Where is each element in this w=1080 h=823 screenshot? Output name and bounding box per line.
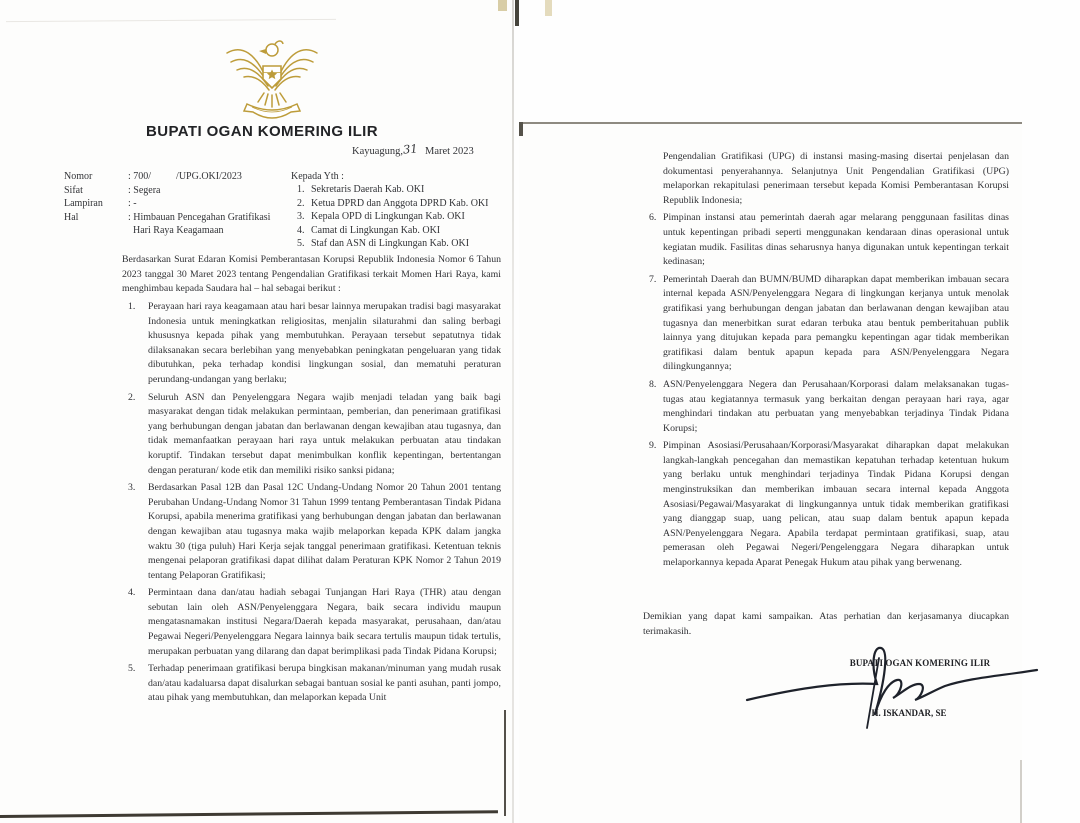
list-item: 8. ASN/Penyelenggara Negera dan Perusahaan/Korporasi dalam melaksanakan tugas-tugas atau kegiatannya termasuk yang berkaitan dengan perayaan hari raya, agar menghindari tindakan atu perbuatan yang menyebabkan terjadinya Tindak Pidana Korupsi; (649, 378, 1009, 434)
meta-value: : Segera (128, 184, 161, 196)
list-item: 2. Seluruh ASN dan Penyelenggara Negara wajib menjadi teladan yang baik bagi masyarakat dengan tidak melakukan permintaan, pemberian, dan penerimaan gratifikasi yang berhubungan dengan jabatan dan berlawanan dengan kewajiban atau tugasnya, dan tidak memanfaatkan perayaan hari raya untuk melakukan perbuatan atau tindakan koruptif. Tindakan tersebut dapat menimbulkan konflik kepentingan, bertentangan dengan peraturan/ kode etik dan memiliki risiko sanksi pidana; (128, 391, 501, 476)
meta-row-hal-line2 (64, 224, 270, 238)
meta-value: : - (128, 198, 137, 210)
list-item: 9. Pimpinan Asosiasi/Perusahaan/Korporasi/Masyarakat diharapkan dapat melakukan langkah-langkah pencegahan dan memastikan kepatuhan terhadap ketentuan hukum yang berlaku untuk menghindari terjadinya Tindak Pidana Korupsi dengan menginstruksikan dan memberikan imbauan secara internal kepada Anggota Asosiasi/Pegawai/Masyarakat di lingkungannya untuk tidak memberikan gratifikasi yang dianggap suap, uang pelican, atau suap dalam bentuk apapun kepada ASN/Penyelenggara Negara. Apabila terdapat permintaan gratifikasi, suap, atau pemerasan oleh Pegawai Negeri/Pengelenggara Negara diharapkan untuk melaporkannya kepada Aparat Penegak Hukum atau pihak yang berwenang. (649, 440, 1009, 569)
meta-row-nomor (64, 170, 270, 184)
recipient-item: 5. Staf dan ASN di Lingkungan Kab. OKI (297, 238, 470, 250)
meta-value: : 700/ /UPG.OKI/2023 (128, 171, 242, 182)
list-item: 1. Perayaan hari raya keagamaan atau hari besar lainnya merupakan tradisi bagi masyarakat Indonesia untuk meningkatkan religiositas, menjalin silaturahmi dan saling berbagi khususnya kepada pihak yang membutuhkan. Perayaan tersebut sepatutnya tidak dilaksanakan secara berlebihan yang menyebabkan peningkatan pengeluaran yang tidak dibutuhkan, peka terhadap kondisi lingkungan sosial, dan mematuhi peraturan perundang-undangan yang berlaku; (128, 301, 501, 385)
handwritten-signature-icon (739, 636, 1049, 746)
signature-name: H. ISKANDAR, SE (871, 708, 947, 718)
numbered-items-page-1 (122, 300, 501, 709)
date-month-year: Maret 2023 (425, 146, 474, 157)
scan-artifact (498, 0, 507, 11)
meta-row-hal (64, 211, 270, 225)
meta-label: Lampiran (64, 198, 103, 210)
date-day-handwritten: 31 (402, 141, 419, 157)
meta-row-sifat (64, 184, 270, 198)
list-item: 5. Terhadap penerimaan gratifikasi berupa bingkisan makanan/minuman yang mudah rusak dan/atau kadaluarsa dapat disalurkan sebagai bantuan sosial ke panti asuhan, panti jompo, atau pihak yang membutuhkan, dan melaporkan kepada Unit (128, 663, 501, 704)
page-divider-shadow (512, 0, 514, 823)
meta-row-lampiran (64, 197, 270, 211)
letterhead-title: BUPATI OGAN KOMERING ILIR (146, 123, 378, 140)
meta-value-continued: Hari Raya Keagamaan (133, 225, 224, 237)
garuda-pancasila-emblem-icon (222, 36, 322, 122)
letter-meta-block (64, 170, 270, 238)
scan-artifact (545, 0, 552, 16)
recipient-item: 3. Kepala OPD di Lingkungan Kab. OKI (297, 211, 465, 223)
letter-page-2 (519, 122, 1022, 823)
meta-label: Hal (64, 211, 79, 223)
meta-label: Sifat (64, 184, 83, 196)
letter-page-1 (0, 0, 512, 823)
scan-artifact (515, 0, 519, 26)
item-5-continuation: Pengendalian Gratifikasi (UPG) di instansi masing-masing disertai penjelasan dan dokumentasi penyerahannya. Selanjutnya Unit Pengendalian Gratifikasi (UPG) melaporkan rekapitulasi penerimaan tersebut kepada Komisi Pemberantasan Korupsi Republik Indonesia; (663, 151, 1009, 206)
meta-value: : Himbauan Pencegahan Gratifikasi (128, 211, 271, 223)
recipient-item: 1. Sekretaris Daerah Kab. OKI (297, 184, 425, 196)
recipient-item: 2. Ketua DPRD dan Anggota DPRD Kab. OKI (297, 197, 489, 209)
closing-paragraph: Demikian yang dapat kami sampaikan. Atas perhatian dan kerjasamanya diucapkan terimakasih. (643, 611, 1009, 637)
date-place: Kayuagung, (352, 146, 404, 157)
list-item: 6. Pimpinan instansi atau pemerintah daerah agar melarang penggunaan fasilitas dinas untuk kepentingan pribadi seperti menggunakan kendaraan dinas operasional untuk kegiatan mudik. Fasilitas dinas seharusnya hanya digunakan untuk kepentingan terkait kedinasan; (649, 212, 1009, 268)
meta-label: Nomor (64, 171, 93, 182)
scan-artifact (1020, 760, 1022, 823)
numbered-items-page-2 (643, 150, 1009, 574)
recipient-item: 4. Camat di Lingkungan Kab. OKI (297, 224, 441, 236)
scan-artifact (504, 710, 506, 816)
recipients-heading: Kepada Yth : (291, 171, 344, 182)
list-item: 3. Berdasarkan Pasal 12B dan Pasal 12C Undang-Undang Nomor 20 Tahun 2001 tentang Perubahan Undang-Undang Nomor 31 Tahun 1999 tentang Pemberantasan Tindak Pidana Korupsi, apabila menerima gratifikasi yang berhubungan dengan jabatan dan berlawanan dengan kewajiban atau tugasnya maka wajib melaporkan kepada KPK dalam jangka waktu 30 (tiga puluh) Hari Kerja sejak tanggal penerimaan gratifikasi. Ketentuan teknis mengenai pelaporan gratifikasi dapat dilihat dalam Peraturan KPK Nomor 2 Tahun 2019 tentang Pelaporan Gratifikasi; (128, 482, 501, 581)
intro-paragraph: Berdasarkan Surat Edaran Komisi Pemberantasan Korupsi Republik Indonesia Nomor 6 Tahun 2023 tanggal 30 Maret 2023 tentang Pengendalian Gratifikasi terkait Momen Hari Raya, kami menghimbau kepada Saudara hal – hal sebagai berikut : (122, 254, 501, 295)
list-item: 7. Pemerintah Daerah dan BUMN/BUMD diharapkan dapat memberikan imbauan secara internal kepada ASN/Penyelenggara Negara di lingkungan kerjanya untuk menolak gratifikasi yang berhubungan dengan jabatan dan berlawanan dengan kewajiban atau tugasnya dan menerbitkan surat edaran terbuka atau bentuk pemberitahuan publik lainnya yang ditujukan kepada para pemangku kepentingan agar tidak memberikan gratifikasi dalam bentuk apapun kepada para ASN/Penyelenggara Negara dilingkungannya; (649, 273, 1009, 373)
signature-title: BUPATI OGAN KOMERING ILIR (849, 658, 991, 668)
recipients-block (291, 170, 509, 250)
list-item: 4. Permintaan dana dan/atau hadiah sebagai Tunjangan Hari Raya (THR) atau dengan sebutan lain oleh ASN/Penyelenggara Negara, baik secara individu maupun mengatasnamakan institusi Negara/Daerah kepada masyarakat, perusahaan, dan/atau Pegawai Negeri/Penyelenggara Negara lainnya baik secara tertulis maupun tidak tertulis, merupakan perbuatan yang dilarang dan dapat berimplikasi pada Tindak Pidana Korupsi; (128, 587, 501, 657)
